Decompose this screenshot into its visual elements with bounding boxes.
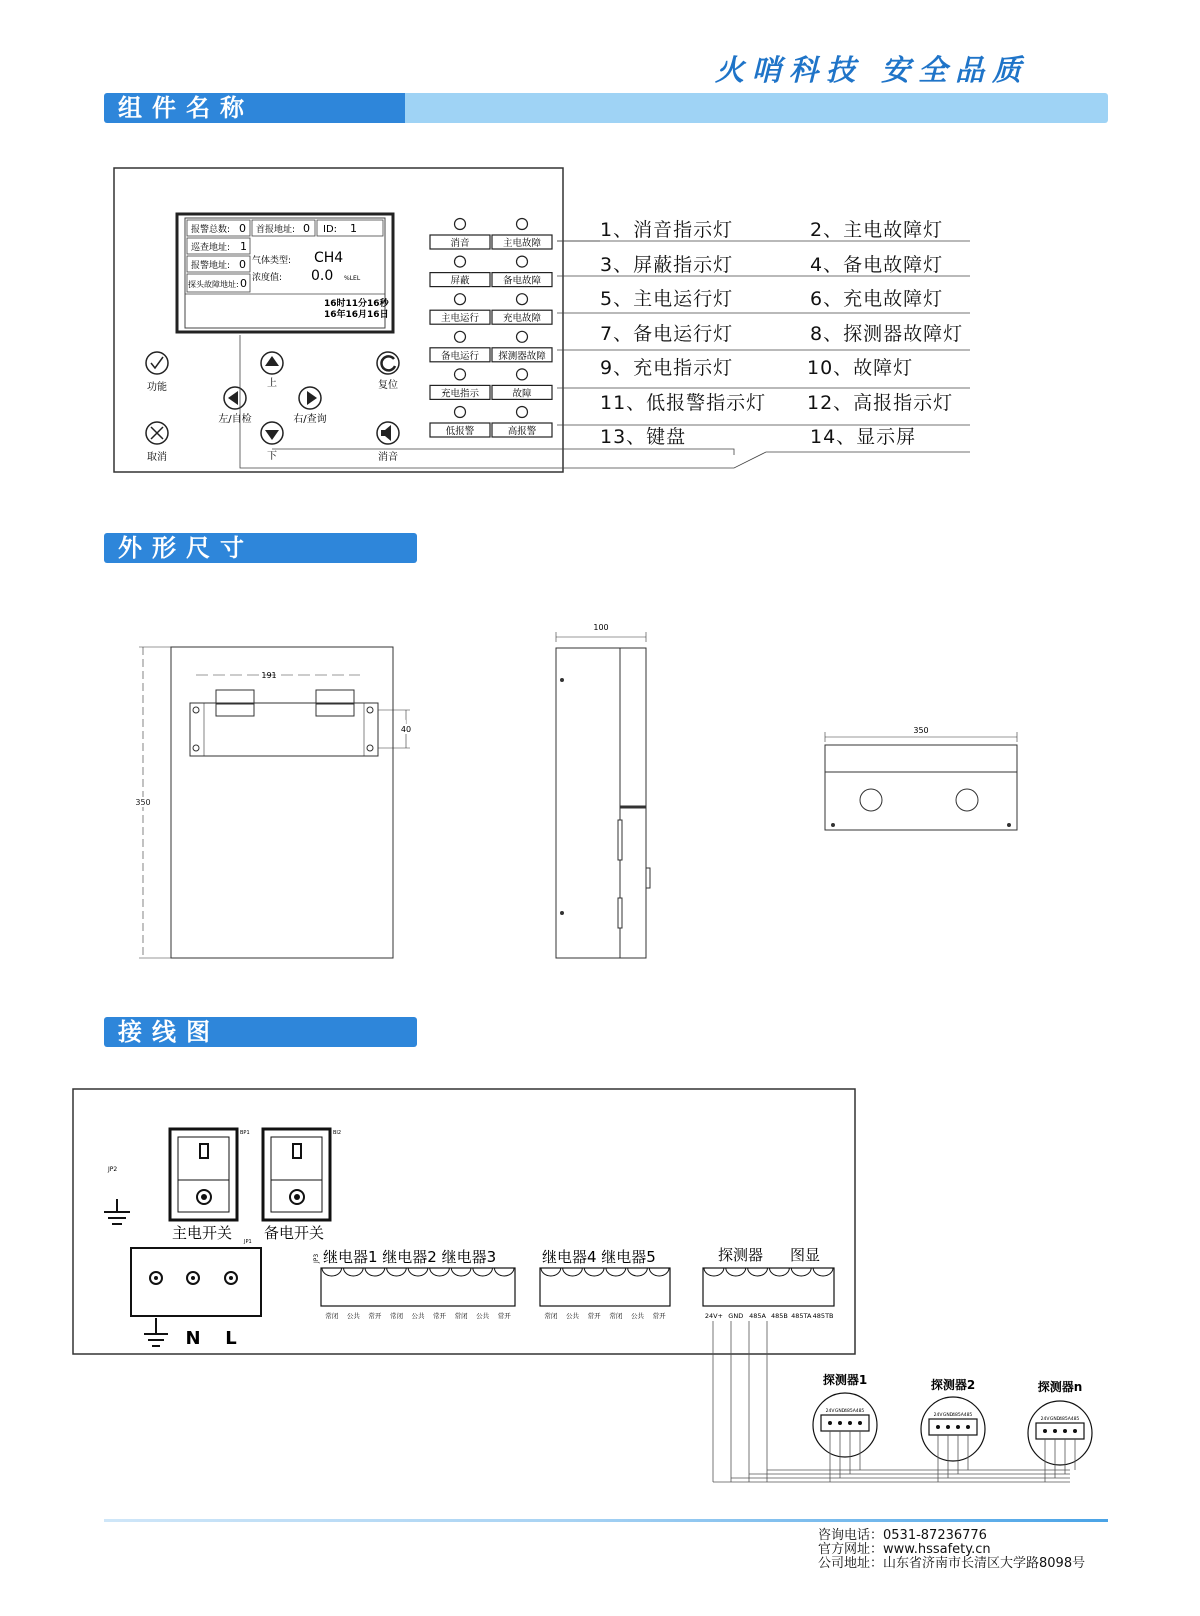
down-key-label: 下 <box>267 451 277 462</box>
right-key-label: 右/查询 <box>293 414 327 425</box>
terminal-screw <box>748 1268 768 1276</box>
main-switch[interactable] <box>170 1129 237 1220</box>
terminal-label: 485TA <box>791 1312 812 1320</box>
detector-pin <box>838 1421 842 1425</box>
terminal-label: 常开 <box>497 1312 511 1320</box>
part-label: 13、键盘 <box>600 426 687 448</box>
indicator-label: 备电故障 <box>502 275 542 287</box>
part-label: 7、备电运行灯 <box>600 322 734 345</box>
detector-body <box>921 1397 985 1461</box>
display-bus-label: 图显 <box>790 1246 821 1264</box>
func-key-label: 功能 <box>147 382 167 393</box>
footer-phone: 咨询电话：0531-87236776 <box>818 1528 987 1543</box>
terminal-screw <box>451 1268 471 1276</box>
detector-pin <box>1053 1429 1057 1433</box>
detector-pin <box>1073 1429 1077 1433</box>
detector-body <box>1028 1401 1092 1465</box>
part-label: 1、消音指示灯 <box>600 219 734 241</box>
power-n-label: N <box>185 1328 201 1349</box>
detector-label: 探测器n <box>1037 1380 1083 1394</box>
terminal-screw <box>494 1268 514 1276</box>
detector-pin <box>848 1421 852 1425</box>
indicator-label: 低报警 <box>445 426 475 437</box>
bp2-label: BI2 <box>333 1130 342 1136</box>
terminal-label: 常闭 <box>454 1312 468 1320</box>
part-label: 10、故障灯 <box>807 357 914 379</box>
indicator-label: 主电运行 <box>440 313 480 325</box>
detector-pin-label: 485 <box>963 1413 973 1418</box>
terminal-label: 常开 <box>368 1312 382 1320</box>
ground-icon <box>104 1199 130 1224</box>
terminal-screw <box>584 1268 604 1276</box>
terminal-screw <box>563 1268 583 1276</box>
terminal-label: 公共 <box>631 1312 644 1320</box>
lcd-first-alarm-value: 0 <box>303 222 310 235</box>
part-label: 6、充电故障灯 <box>810 288 944 310</box>
part-label: 11、低报警指示灯 <box>600 391 767 414</box>
lcd-conc-label: 浓度值: <box>252 273 283 283</box>
lcd-alarm-addr-value: 0 <box>239 258 246 271</box>
comm-block <box>703 1268 834 1306</box>
terminal-screw <box>813 1268 833 1276</box>
relay-group2-label: 继电器4 继电器5 <box>542 1248 656 1266</box>
detector-label: 探测器2 <box>930 1378 976 1392</box>
detector-pin <box>1063 1429 1067 1433</box>
detector-pin-label: 24V <box>933 1413 943 1418</box>
cancel-key-label: 取消 <box>147 452 167 463</box>
footer-website: 官方网址：www.hssafety.cn <box>818 1542 991 1557</box>
lcd-patrol-value: 1 <box>240 240 247 253</box>
brand-slogan: 火哨科技 安全品质 <box>715 53 1030 87</box>
terminal-label: 485TB <box>812 1312 834 1320</box>
detector-nodes <box>813 1372 1092 1482</box>
part-label: 3、屏蔽指示灯 <box>600 253 734 276</box>
lcd-gas-type-value: CH4 <box>314 250 344 266</box>
terminal-screw <box>408 1268 428 1276</box>
dim-mount-height: 40 <box>400 725 412 734</box>
relay-block2-terminals <box>541 1268 669 1320</box>
mute-key-label: 消音 <box>378 452 398 463</box>
terminal-screw <box>726 1268 746 1276</box>
terminal-label: 公共 <box>346 1312 360 1320</box>
indicator-label: 充电指示 <box>440 388 480 400</box>
lcd-patrol-label: 巡查地址: <box>191 243 231 253</box>
relay-block1-terminals <box>322 1268 514 1320</box>
indicator-label: 充电故障 <box>502 313 542 325</box>
detector-pin-label: 24V <box>825 1409 835 1414</box>
detector-pin-label: 485A <box>1059 1417 1071 1422</box>
terminal-screw <box>365 1268 385 1276</box>
lcd-fault-addr-value: 0 <box>240 277 247 290</box>
relay-block1 <box>321 1268 515 1306</box>
lcd-conc-value: 0.0 <box>311 268 334 284</box>
lcd-time-line1: 16时11分16秒 <box>324 299 389 309</box>
backup-switch-label: 备电开关 <box>264 1224 325 1242</box>
indicator-label: 屏蔽 <box>450 275 470 287</box>
left-key-label: 左/自检 <box>218 414 252 425</box>
part-label: 2、主电故障灯 <box>810 219 944 241</box>
jp3-label: JP3 <box>313 1253 320 1263</box>
terminal-screw <box>473 1268 493 1276</box>
terminal-screw <box>606 1268 626 1276</box>
terminal-label: 常开 <box>587 1312 601 1320</box>
section-title-dimensions: 外形尺寸 <box>118 533 254 562</box>
indicator-label: 备电运行 <box>440 350 480 362</box>
indicator-label: 高报警 <box>507 426 537 437</box>
comm-block-terminals <box>704 1268 834 1320</box>
part-label: 9、充电指示灯 <box>600 357 734 379</box>
detector-pin-label: 485 <box>1070 1417 1080 1422</box>
indicator-label: 主电故障 <box>502 238 542 249</box>
jp1-label: JP1 <box>244 1239 252 1245</box>
indicator-label: 消音 <box>450 238 470 249</box>
lcd-fault-addr-label: 探头故障地址: <box>188 280 239 289</box>
lcd-alarm-addr-label: 报警地址: <box>191 261 231 271</box>
detector-bus-label: 探测器 <box>718 1246 764 1264</box>
detector-pin <box>956 1425 960 1429</box>
dim-side-depth: 100 <box>593 623 609 632</box>
terminal-screw <box>541 1268 561 1276</box>
terminal-label: 485B <box>770 1312 788 1320</box>
detector-label: 探测器1 <box>822 1373 868 1387</box>
terminal-screw <box>387 1268 407 1276</box>
jp2-label: JP2 <box>108 1166 118 1173</box>
dim-bottom-width: 350 <box>913 726 929 735</box>
detector-pin <box>1043 1429 1047 1433</box>
part-label: 8、探测器故障灯 <box>810 322 964 345</box>
terminal-screw <box>770 1268 790 1276</box>
terminal-screw <box>791 1268 811 1276</box>
lcd-alarm-total-value: 0 <box>239 222 246 235</box>
terminal-screw <box>628 1268 648 1276</box>
terminal-screw <box>704 1268 724 1276</box>
terminal-label: 485A <box>749 1312 767 1320</box>
detector-pin <box>828 1421 832 1425</box>
terminal-label: 常闭 <box>544 1312 558 1320</box>
section-title-wiring: 接线图 <box>118 1017 220 1046</box>
terminal-screw <box>322 1268 342 1276</box>
bp1-label: BP1 <box>240 1130 250 1136</box>
detector-pin-label: 485A <box>952 1413 964 1418</box>
terminal-label: 公共 <box>476 1312 490 1320</box>
part-label: 12、高报指示灯 <box>807 391 954 414</box>
indicator-label: 故障 <box>512 388 532 400</box>
footer-divider <box>104 1519 1108 1522</box>
terminal-label: 公共 <box>566 1312 579 1320</box>
terminal-screw <box>649 1268 669 1276</box>
main-switch-label: 主电开关 <box>172 1224 233 1242</box>
backup-switch[interactable] <box>263 1129 330 1220</box>
lcd-id-label: ID: <box>323 224 338 235</box>
lcd-first-alarm-label: 首报地址: <box>256 225 296 235</box>
terminal-label: 公共 <box>411 1312 425 1320</box>
power-l-label: L <box>225 1328 237 1349</box>
terminal-screw <box>344 1268 364 1276</box>
lcd-id-value: 1 <box>350 222 357 235</box>
terminal-label: 常闭 <box>325 1312 339 1320</box>
detector-pin-label: GND <box>942 1413 954 1418</box>
dim-front-width: 191 <box>261 671 277 680</box>
terminal-label: 常闭 <box>609 1312 623 1320</box>
lcd-gas-type-label: 气体类型: <box>252 256 292 266</box>
indicator-label: 探测器故障 <box>498 350 546 362</box>
terminal-label: GND <box>728 1312 744 1320</box>
detector-pin <box>966 1425 970 1429</box>
detector-pin <box>858 1421 862 1425</box>
lcd-time-line2: 16年16月16日 <box>324 310 389 320</box>
terminal-label: 24V+ <box>704 1312 724 1320</box>
terminal-label: 常闭 <box>389 1312 403 1320</box>
detector-pin-label: 485 <box>855 1409 865 1414</box>
bus-wires <box>713 1321 1070 1482</box>
dim-front-height: 350 <box>135 798 151 807</box>
part-label: 5、主电运行灯 <box>600 288 734 310</box>
lcd-conc-unit: %LEL <box>344 275 361 282</box>
detector-pin <box>936 1425 940 1429</box>
detector-pin-label: 24V <box>1040 1417 1050 1422</box>
up-key-label: 上 <box>267 378 277 389</box>
terminal-label: 常开 <box>433 1312 447 1320</box>
lcd-alarm-total-label: 报警总数: <box>191 225 231 235</box>
earth-icon <box>144 1318 168 1346</box>
detector-pin-label: 485A <box>844 1409 856 1414</box>
relay-block2 <box>540 1268 670 1306</box>
detector-pin <box>946 1425 950 1429</box>
detector-pin-label: GND <box>834 1409 846 1414</box>
footer-address: 公司地址：山东省济南市长清区大学路8098号 <box>818 1556 1086 1571</box>
terminal-label: 常开 <box>652 1312 666 1320</box>
part-label: 14、显示屏 <box>810 426 917 448</box>
detector-pin-label: GND <box>1049 1417 1061 1422</box>
terminal-screw <box>430 1268 450 1276</box>
detector-body <box>813 1393 877 1457</box>
relay-group1-label: 继电器1 继电器2 继电器3 <box>323 1248 497 1266</box>
section-title-components: 组件名称 <box>118 93 254 122</box>
reset-key-label: 复位 <box>378 380 398 391</box>
part-label: 4、备电故障灯 <box>810 253 944 276</box>
